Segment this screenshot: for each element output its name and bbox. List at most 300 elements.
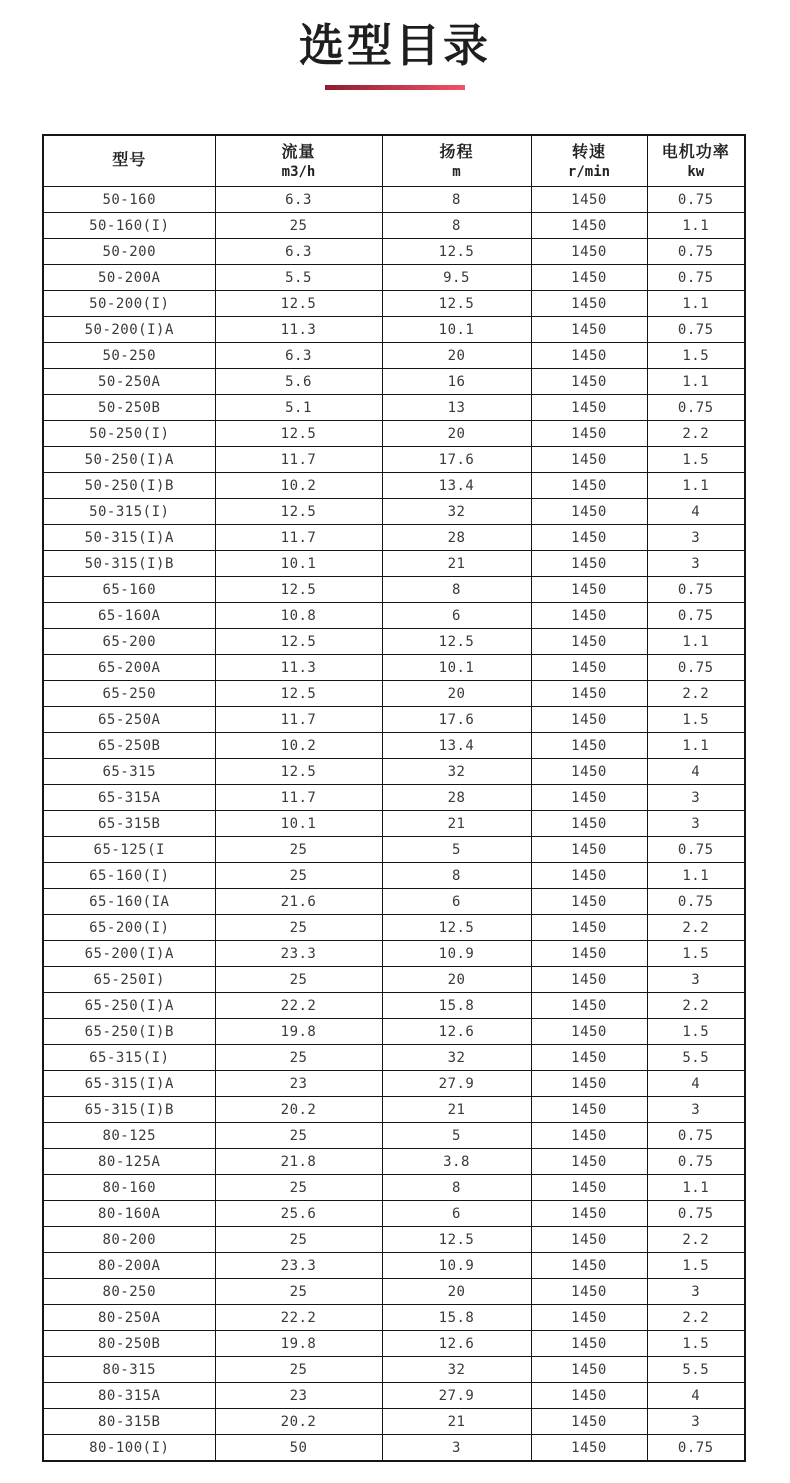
cell-power: 3 (647, 1279, 745, 1305)
table-header-row (43, 135, 745, 187)
cell-flow: 12.5 (215, 577, 382, 603)
cell-power: 1.5 (647, 1253, 745, 1279)
cell-model: 50-315(I) (43, 499, 215, 525)
cell-head: 13.4 (382, 733, 531, 759)
cell-head: 8 (382, 213, 531, 239)
col-header-head-unit: m (452, 163, 461, 180)
cell-model: 65-250I) (43, 967, 215, 993)
cell-model: 65-250(I)A (43, 993, 215, 1019)
cell-flow: 12.5 (215, 629, 382, 655)
cell-head: 17.6 (382, 707, 531, 733)
cell-speed: 1450 (531, 681, 647, 707)
col-header-power (647, 135, 745, 187)
cell-flow: 5.1 (215, 395, 382, 421)
table-row (43, 1279, 745, 1305)
cell-model: 65-315(I)B (43, 1097, 215, 1123)
cell-flow: 11.3 (215, 655, 382, 681)
cell-head: 21 (382, 1097, 531, 1123)
cell-speed: 1450 (531, 577, 647, 603)
cell-model: 65-315A (43, 785, 215, 811)
cell-power: 1.1 (647, 629, 745, 655)
cell-flow: 11.7 (215, 785, 382, 811)
cell-speed: 1450 (531, 1045, 647, 1071)
cell-flow: 6.3 (215, 239, 382, 265)
cell-model: 65-125(I (43, 837, 215, 863)
table-row (43, 1175, 745, 1201)
table-row (43, 1331, 745, 1357)
col-header-flow-unit: m3/h (281, 163, 316, 180)
cell-flow: 11.7 (215, 525, 382, 551)
cell-flow: 25 (215, 967, 382, 993)
cell-power: 2.2 (647, 993, 745, 1019)
table-header (43, 135, 745, 187)
cell-head: 12.5 (382, 629, 531, 655)
cell-model: 65-315 (43, 759, 215, 785)
table-row (43, 941, 745, 967)
cell-model: 50-250(I)A (43, 447, 215, 473)
table-row (43, 967, 745, 993)
col-header-model-label: 型号 (112, 152, 147, 170)
cell-flow: 20.2 (215, 1097, 382, 1123)
cell-power: 0.75 (647, 317, 745, 343)
cell-head: 8 (382, 863, 531, 889)
cell-flow: 50 (215, 1435, 382, 1461)
cell-model: 80-250 (43, 1279, 215, 1305)
table-row (43, 343, 745, 369)
cell-model: 50-250B (43, 395, 215, 421)
cell-speed: 1450 (531, 1279, 647, 1305)
cell-model: 65-200 (43, 629, 215, 655)
table-row (43, 1435, 745, 1461)
cell-head: 10.1 (382, 317, 531, 343)
cell-flow: 25 (215, 1357, 382, 1383)
cell-head: 32 (382, 1357, 531, 1383)
cell-model: 50-315(I)A (43, 525, 215, 551)
cell-head: 32 (382, 1045, 531, 1071)
cell-flow: 25 (215, 837, 382, 863)
cell-model: 80-315 (43, 1357, 215, 1383)
cell-speed: 1450 (531, 1409, 647, 1435)
cell-speed: 1450 (531, 759, 647, 785)
table-row (43, 811, 745, 837)
cell-power: 4 (647, 759, 745, 785)
cell-flow: 25 (215, 1227, 382, 1253)
cell-flow: 10.2 (215, 733, 382, 759)
cell-speed: 1450 (531, 1071, 647, 1097)
cell-head: 12.5 (382, 915, 531, 941)
cell-model: 50-200(I) (43, 291, 215, 317)
cell-power: 0.75 (647, 577, 745, 603)
table-row (43, 837, 745, 863)
cell-model: 80-250A (43, 1305, 215, 1331)
table-row (43, 1149, 745, 1175)
cell-power: 1.5 (647, 941, 745, 967)
cell-head: 21 (382, 811, 531, 837)
cell-power: 1.1 (647, 291, 745, 317)
cell-speed: 1450 (531, 421, 647, 447)
cell-model: 80-250B (43, 1331, 215, 1357)
cell-speed: 1450 (531, 967, 647, 993)
cell-power: 1.5 (647, 1019, 745, 1045)
table-row (43, 915, 745, 941)
table-row (43, 1123, 745, 1149)
table-row (43, 473, 745, 499)
table-row (43, 187, 745, 213)
cell-head: 10.9 (382, 941, 531, 967)
cell-speed: 1450 (531, 239, 647, 265)
cell-model: 80-315B (43, 1409, 215, 1435)
table-row (43, 1383, 745, 1409)
cell-power: 1.1 (647, 733, 745, 759)
table-row (43, 629, 745, 655)
cell-head: 28 (382, 525, 531, 551)
cell-power: 0.75 (647, 1149, 745, 1175)
cell-speed: 1450 (531, 213, 647, 239)
cell-power: 1.1 (647, 863, 745, 889)
cell-power: 3 (647, 811, 745, 837)
cell-head: 12.5 (382, 239, 531, 265)
cell-head: 32 (382, 499, 531, 525)
cell-power: 1.1 (647, 213, 745, 239)
cell-head: 17.6 (382, 447, 531, 473)
cell-flow: 11.7 (215, 707, 382, 733)
cell-speed: 1450 (531, 1305, 647, 1331)
col-header-head-label: 扬程 (439, 144, 474, 162)
cell-model: 50-250 (43, 343, 215, 369)
table-row (43, 265, 745, 291)
cell-model: 65-250 (43, 681, 215, 707)
cell-model: 80-315A (43, 1383, 215, 1409)
table-row (43, 1071, 745, 1097)
cell-power: 0.75 (647, 603, 745, 629)
col-header-flow-label: 流量 (281, 144, 316, 162)
cell-speed: 1450 (531, 655, 647, 681)
cell-flow: 19.8 (215, 1331, 382, 1357)
cell-flow: 11.3 (215, 317, 382, 343)
cell-speed: 1450 (531, 291, 647, 317)
cell-model: 65-315(I)A (43, 1071, 215, 1097)
cell-model: 50-200 (43, 239, 215, 265)
cell-power: 0.75 (647, 265, 745, 291)
cell-head: 28 (382, 785, 531, 811)
cell-head: 20 (382, 421, 531, 447)
cell-power: 0.75 (647, 837, 745, 863)
cell-model: 80-200 (43, 1227, 215, 1253)
cell-speed: 1450 (531, 915, 647, 941)
cell-speed: 1450 (531, 343, 647, 369)
cell-flow: 21.8 (215, 1149, 382, 1175)
col-header-head (382, 135, 531, 187)
cell-power: 0.75 (647, 1435, 745, 1461)
cell-model: 65-250B (43, 733, 215, 759)
cell-power: 5.5 (647, 1357, 745, 1383)
cell-power: 3 (647, 1409, 745, 1435)
cell-flow: 12.5 (215, 759, 382, 785)
table-row (43, 889, 745, 915)
cell-speed: 1450 (531, 1149, 647, 1175)
cell-speed: 1450 (531, 187, 647, 213)
cell-model: 65-250(I)B (43, 1019, 215, 1045)
cell-head: 10.1 (382, 655, 531, 681)
cell-speed: 1450 (531, 1357, 647, 1383)
table-row (43, 707, 745, 733)
cell-flow: 10.2 (215, 473, 382, 499)
cell-flow: 6.3 (215, 343, 382, 369)
cell-head: 8 (382, 577, 531, 603)
table-row (43, 1019, 745, 1045)
cell-power: 1.5 (647, 707, 745, 733)
cell-flow: 22.2 (215, 993, 382, 1019)
table-row (43, 1201, 745, 1227)
cell-model: 50-200(I)A (43, 317, 215, 343)
cell-speed: 1450 (531, 889, 647, 915)
cell-flow: 20.2 (215, 1409, 382, 1435)
cell-speed: 1450 (531, 551, 647, 577)
table-row (43, 785, 745, 811)
cell-flow: 6.3 (215, 187, 382, 213)
cell-flow: 25 (215, 863, 382, 889)
cell-speed: 1450 (531, 499, 647, 525)
cell-power: 1.5 (647, 447, 745, 473)
cell-head: 12.6 (382, 1019, 531, 1045)
cell-flow: 5.5 (215, 265, 382, 291)
cell-model: 50-250(I)B (43, 473, 215, 499)
cell-model: 80-125 (43, 1123, 215, 1149)
table-row (43, 993, 745, 1019)
cell-power: 4 (647, 499, 745, 525)
cell-model: 50-250(I) (43, 421, 215, 447)
cell-power: 3 (647, 785, 745, 811)
cell-model: 65-200(I) (43, 915, 215, 941)
table-row (43, 655, 745, 681)
table-row (43, 1305, 745, 1331)
cell-model: 50-160 (43, 187, 215, 213)
cell-power: 3 (647, 967, 745, 993)
cell-head: 20 (382, 1279, 531, 1305)
cell-model: 65-315(I) (43, 1045, 215, 1071)
table-body (43, 187, 745, 1461)
cell-flow: 12.5 (215, 499, 382, 525)
table-row (43, 1227, 745, 1253)
cell-power: 2.2 (647, 915, 745, 941)
cell-head: 27.9 (382, 1383, 531, 1409)
cell-flow: 22.2 (215, 1305, 382, 1331)
cell-power: 2.2 (647, 681, 745, 707)
cell-power: 3 (647, 525, 745, 551)
cell-speed: 1450 (531, 1253, 647, 1279)
table-row (43, 603, 745, 629)
cell-head: 8 (382, 187, 531, 213)
cell-flow: 25.6 (215, 1201, 382, 1227)
cell-flow: 25 (215, 915, 382, 941)
cell-flow: 23 (215, 1383, 382, 1409)
col-header-speed-unit: r/min (567, 163, 611, 180)
selection-table (42, 134, 746, 1462)
cell-flow: 21.6 (215, 889, 382, 915)
cell-head: 12.5 (382, 1227, 531, 1253)
cell-flow: 12.5 (215, 291, 382, 317)
cell-speed: 1450 (531, 473, 647, 499)
cell-speed: 1450 (531, 785, 647, 811)
cell-speed: 1450 (531, 265, 647, 291)
cell-head: 16 (382, 369, 531, 395)
col-header-power-unit: kw (687, 163, 705, 180)
table-row (43, 759, 745, 785)
cell-speed: 1450 (531, 525, 647, 551)
table-row (43, 1097, 745, 1123)
cell-head: 6 (382, 1201, 531, 1227)
table-row (43, 317, 745, 343)
cell-flow: 25 (215, 1175, 382, 1201)
cell-head: 9.5 (382, 265, 531, 291)
table-row (43, 525, 745, 551)
cell-power: 2.2 (647, 1305, 745, 1331)
table-row (43, 1045, 745, 1071)
cell-head: 10.9 (382, 1253, 531, 1279)
cell-power: 1.1 (647, 369, 745, 395)
cell-flow: 11.7 (215, 447, 382, 473)
cell-head: 5 (382, 837, 531, 863)
cell-head: 21 (382, 1409, 531, 1435)
table-row (43, 239, 745, 265)
cell-model: 65-250A (43, 707, 215, 733)
col-header-power-label: 电机功率 (661, 144, 730, 162)
cell-model: 65-200A (43, 655, 215, 681)
cell-model: 65-160(I) (43, 863, 215, 889)
table-row (43, 213, 745, 239)
table-row (43, 395, 745, 421)
cell-power: 3 (647, 551, 745, 577)
cell-speed: 1450 (531, 369, 647, 395)
cell-head: 15.8 (382, 1305, 531, 1331)
table-row (43, 733, 745, 759)
cell-head: 15.8 (382, 993, 531, 1019)
cell-model: 65-160A (43, 603, 215, 629)
cell-model: 65-315B (43, 811, 215, 837)
cell-head: 20 (382, 681, 531, 707)
cell-model: 65-200(I)A (43, 941, 215, 967)
table-row (43, 499, 745, 525)
cell-head: 12.6 (382, 1331, 531, 1357)
cell-power: 5.5 (647, 1045, 745, 1071)
cell-speed: 1450 (531, 1097, 647, 1123)
cell-speed: 1450 (531, 1201, 647, 1227)
table-row (43, 1253, 745, 1279)
cell-power: 0.75 (647, 889, 745, 915)
cell-model: 80-125A (43, 1149, 215, 1175)
table-row (43, 1357, 745, 1383)
cell-head: 6 (382, 889, 531, 915)
cell-model: 50-250A (43, 369, 215, 395)
cell-speed: 1450 (531, 1383, 647, 1409)
cell-speed: 1450 (531, 629, 647, 655)
cell-power: 0.75 (647, 1123, 745, 1149)
cell-speed: 1450 (531, 447, 647, 473)
cell-model: 50-315(I)B (43, 551, 215, 577)
cell-power: 3 (647, 1097, 745, 1123)
cell-flow: 19.8 (215, 1019, 382, 1045)
table-row (43, 577, 745, 603)
cell-power: 0.75 (647, 187, 745, 213)
cell-model: 65-160 (43, 577, 215, 603)
table-row (43, 681, 745, 707)
cell-power: 0.75 (647, 1201, 745, 1227)
cell-flow: 25 (215, 1123, 382, 1149)
cell-speed: 1450 (531, 1019, 647, 1045)
cell-speed: 1450 (531, 811, 647, 837)
cell-model: 80-160 (43, 1175, 215, 1201)
cell-speed: 1450 (531, 1331, 647, 1357)
cell-flow: 25 (215, 1279, 382, 1305)
cell-head: 3 (382, 1435, 531, 1461)
cell-head: 32 (382, 759, 531, 785)
cell-head: 13 (382, 395, 531, 421)
title-underline-bar (325, 85, 465, 90)
cell-speed: 1450 (531, 1435, 647, 1461)
cell-power: 0.75 (647, 655, 745, 681)
cell-flow: 12.5 (215, 421, 382, 447)
cell-model: 50-200A (43, 265, 215, 291)
cell-flow: 10.1 (215, 551, 382, 577)
cell-head: 20 (382, 967, 531, 993)
cell-speed: 1450 (531, 993, 647, 1019)
cell-flow: 12.5 (215, 681, 382, 707)
cell-model: 65-160(IA (43, 889, 215, 915)
col-header-speed (531, 135, 647, 187)
cell-flow: 23.3 (215, 941, 382, 967)
cell-head: 13.4 (382, 473, 531, 499)
cell-speed: 1450 (531, 1175, 647, 1201)
cell-speed: 1450 (531, 603, 647, 629)
cell-head: 3.8 (382, 1149, 531, 1175)
cell-speed: 1450 (531, 317, 647, 343)
cell-speed: 1450 (531, 733, 647, 759)
cell-speed: 1450 (531, 707, 647, 733)
cell-model: 80-100(I) (43, 1435, 215, 1461)
page-title: 选型目录 (298, 20, 491, 71)
cell-power: 2.2 (647, 1227, 745, 1253)
table-row (43, 421, 745, 447)
table-row (43, 291, 745, 317)
cell-power: 4 (647, 1383, 745, 1409)
cell-model: 80-160A (43, 1201, 215, 1227)
col-header-flow (215, 135, 382, 187)
cell-head: 12.5 (382, 291, 531, 317)
col-header-speed-label: 转速 (571, 144, 606, 162)
table-row (43, 369, 745, 395)
cell-head: 8 (382, 1175, 531, 1201)
cell-power: 1.5 (647, 343, 745, 369)
table-row (43, 863, 745, 889)
cell-flow: 25 (215, 213, 382, 239)
cell-speed: 1450 (531, 1123, 647, 1149)
cell-flow: 25 (215, 1045, 382, 1071)
cell-flow: 23.3 (215, 1253, 382, 1279)
cell-model: 50-160(I) (43, 213, 215, 239)
cell-power: 1.5 (647, 1331, 745, 1357)
cell-speed: 1450 (531, 941, 647, 967)
cell-head: 20 (382, 343, 531, 369)
cell-power: 1.1 (647, 473, 745, 499)
cell-power: 1.1 (647, 1175, 745, 1201)
cell-speed: 1450 (531, 863, 647, 889)
cell-power: 4 (647, 1071, 745, 1097)
cell-power: 2.2 (647, 421, 745, 447)
cell-head: 6 (382, 603, 531, 629)
cell-head: 5 (382, 1123, 531, 1149)
cell-model: 80-200A (43, 1253, 215, 1279)
table-row (43, 1409, 745, 1435)
